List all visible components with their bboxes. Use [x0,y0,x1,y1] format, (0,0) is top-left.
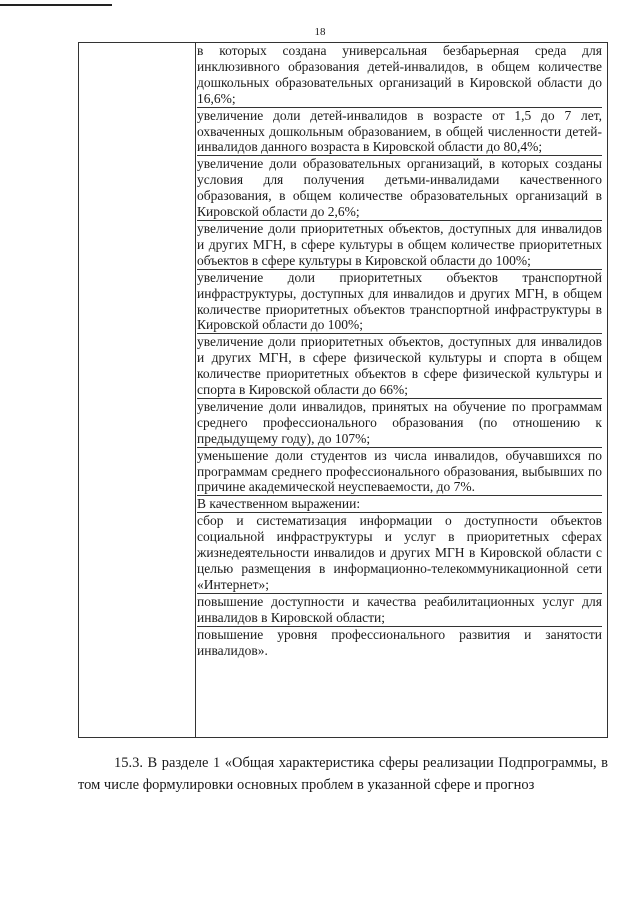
header-rule [0,4,112,6]
table-item: сбор и систематизация информации о доступности объектов социальной инфраструктуры и услуг в приоритетных сферах жизнедеятельности инвалидов и других МГН в Кировской области с целью размещения в информационно-телекоммуникационной сети «Интернет»; [197,513,602,592]
table-item: увеличение доли детей-инвалидов в возрасте от 1,5 до 7 лет, охваченных дошкольным образованием, в общей численности детей-инвалидов данного возраста в Кировской области до 80,4%; [197,107,602,155]
column-divider [195,43,196,737]
table-item: уменьшение доли студентов из числа инвалидов, обучавшихся по программам среднего профессионального образования, выбывших по причине академической неуспеваемости, до 7%. [197,447,602,495]
table-item: повышение доступности и качества реабилитационных услуг для инвалидов в Кировской области; [197,593,602,625]
table-item: увеличение доли приоритетных объектов транспортной инфраструктуры, доступных для инвалидов и других МГН, в общем количестве приоритетных объектов транспортной инфраструктуры в Кировской области до 100%; [197,269,602,333]
table-item: в которых создана универсальная безбарьерная среда для инклюзивного образования детей-инвалидов, в общем количестве дошкольных образовательных организаций в Кировской области до 16,6%; [197,43,602,106]
table-item: увеличение доли инвалидов, принятых на обучение по программам среднего профессионального образования (по отношению к предыдущему году), до 107%; [197,398,602,446]
program-table [78,42,608,738]
table-text-cell [197,43,602,658]
table-item: увеличение доли образовательных организаций, в которых созданы условия для получения детьми-инвалидами качественного образования, в общем количестве образовательных организаций в Кировской области до 2,6%; [197,156,602,220]
table-item: повышение уровня профессионального развития и занятости инвалидов». [197,626,602,658]
table-item: В качественном выражении: [197,496,602,513]
table-item: увеличение доли приоритетных объектов, доступных для инвалидов и других МГН, в сфере культуры в общем количестве приоритетных объектов в сфере культуры в Кировской области до 100%; [197,220,602,268]
table-item: увеличение доли приоритетных объектов, доступных для инвалидов и других МГН, в сфере физической культуры и спорта в общем количестве приоритетных объектов в сфере физической культуры и спорта в Кировской области до 66%; [197,334,602,398]
body-paragraph: 15.3. В разделе 1 «Общая характеристика сферы реализации Подпрограммы, в том числе формулировки основных проблем в указанной сфере и прогноз [78,755,608,793]
page-number: 18 [314,26,326,38]
